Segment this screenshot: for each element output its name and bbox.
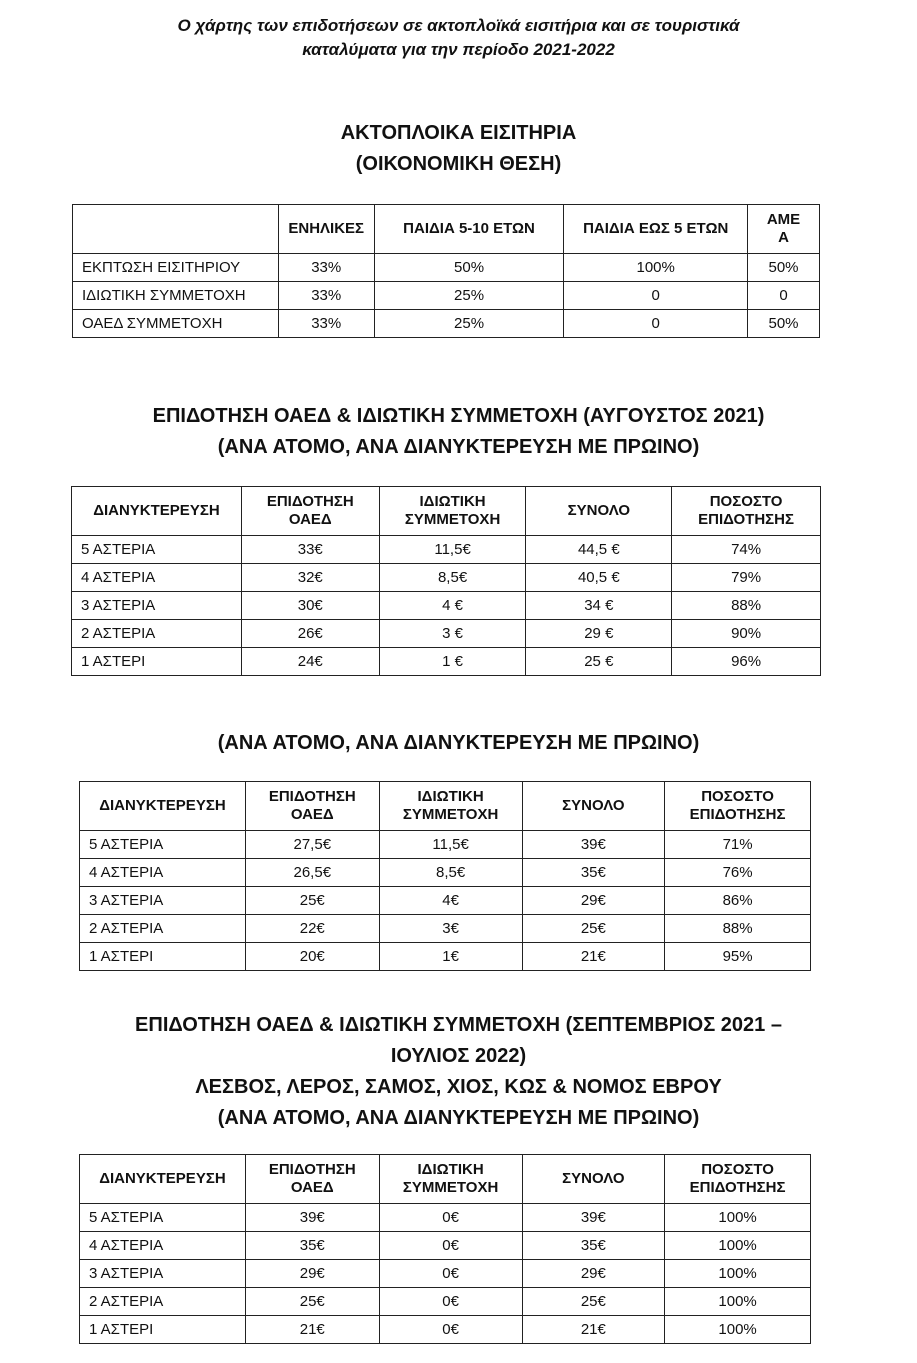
- header-oaed-subsidy: [241, 487, 379, 536]
- row-label: 4 ΑΣΤΕΡΙΑ: [80, 1232, 246, 1260]
- table-cell: 0€: [379, 1232, 522, 1260]
- table-cell: 8,5€: [379, 859, 522, 887]
- table-header-row: [72, 487, 821, 536]
- per-person-heading-line-1: (ΑΝΑ ΑΤΟΜΟ, ΑΝΑ ΔΙΑΝΥΚΤΕΡΕΥΣΗ ΜΕ ΠΡΩΙΝΟ): [217, 732, 700, 754]
- header-subsidy-percentage: [672, 487, 821, 536]
- per-person-heading: [0, 728, 917, 759]
- header-subsidy-percentage: [665, 1155, 811, 1204]
- header-overnight: ΔΙΑΝΥΚΤΕΡΕΥΣΗ: [80, 782, 246, 831]
- table-cell: 86%: [665, 887, 811, 915]
- header-overnight: ΔΙΑΝΥΚΤΕΡΕΥΣΗ: [80, 1155, 246, 1204]
- header-children-5-10: ΠΑΙΔΙΑ 5-10 ΕΤΩΝ: [374, 205, 564, 254]
- table-row: [73, 282, 820, 310]
- table-cell: 4€: [379, 887, 522, 915]
- row-label: 3 ΑΣΤΕΡΙΑ: [80, 887, 246, 915]
- table-cell: 25%: [374, 282, 564, 310]
- row-label: 4 ΑΣΤΕΡΙΑ: [72, 564, 242, 592]
- table-row: [80, 887, 811, 915]
- header-subsidy-percentage: [665, 782, 811, 831]
- table-row: [80, 831, 811, 859]
- header-overnight: ΔΙΑΝΥΚΤΕΡΕΥΣΗ: [72, 487, 242, 536]
- table-header-row: [80, 782, 811, 831]
- table-cell: 3 €: [379, 620, 526, 648]
- table-cell: 100%: [665, 1260, 811, 1288]
- table-row: [80, 1316, 811, 1344]
- table-cell: 33%: [278, 310, 374, 338]
- ferry-tickets-heading-line-2: (ΟΙΚΟΝΟΜΙΚΗ ΘΕΣΗ): [355, 153, 562, 175]
- table-cell: 34 €: [526, 592, 672, 620]
- row-label: 5 ΑΣΤΕΡΙΑ: [80, 831, 246, 859]
- table-cell: 25€: [245, 1288, 379, 1316]
- header-adults: ΕΝΗΛΙΚΕΣ: [278, 205, 374, 254]
- table-cell: 39€: [522, 1204, 665, 1232]
- row-label: 2 ΑΣΤΕΡΙΑ: [80, 915, 246, 943]
- document-title: [0, 14, 917, 62]
- row-label: ΙΔΙΩΤΙΚΗ ΣΥΜΜΕΤΟΧΗ: [73, 282, 279, 310]
- row-label: 2 ΑΣΤΕΡΙΑ: [72, 620, 242, 648]
- header-private-contribution-line-1: ΙΔΙΩΤΙΚΗ: [417, 788, 484, 805]
- table-cell: 4 €: [379, 592, 526, 620]
- table-cell: 32€: [241, 564, 379, 592]
- table-cell: 39€: [245, 1204, 379, 1232]
- table-row: [80, 1232, 811, 1260]
- table-cell: 100%: [665, 1232, 811, 1260]
- document-title-line-1: Ο χάρτης των επιδοτήσεων σε ακτοπλοϊκά εισιτήρια και σε τουριστικά: [177, 16, 740, 35]
- table-cell: 25€: [245, 887, 379, 915]
- table-cell: 0: [564, 282, 748, 310]
- header-oaed-subsidy-line-1: ΕΠΙΔΟΤΗΣΗ: [268, 1161, 356, 1178]
- table-cell: 0: [564, 310, 748, 338]
- table-row: [72, 592, 821, 620]
- table-cell: 0€: [379, 1204, 522, 1232]
- table-cell: 0€: [379, 1260, 522, 1288]
- table-cell: 29€: [245, 1260, 379, 1288]
- table-cell: 33%: [278, 282, 374, 310]
- table-row: [80, 859, 811, 887]
- islands-subsidy-heading-line-4: (ΑΝΑ ΑΤΟΜΟ, ΑΝΑ ΔΙΑΝΥΚΤΕΡΕΥΣΗ ΜΕ ΠΡΩΙΝΟ): [217, 1107, 700, 1129]
- islands-subsidy-heading-line-1: ΕΠΙΔΟΤΗΣΗ ΟΑΕΔ & ΙΔΙΩΤΙΚΗ ΣΥΜΜΕΤΟΧΗ (ΣΕΠΤΕΜΒΡΙΟΣ 2021 –: [135, 1014, 782, 1036]
- header-subsidy-percentage-line-2: ΕΠΙΔΟΤΗΣΗΣ: [689, 806, 786, 823]
- header-empty-cell: [73, 205, 279, 254]
- row-label: ΕΚΠΤΩΣΗ ΕΙΣΙΤΗΡΙΟΥ: [73, 254, 279, 282]
- row-label: 1 ΑΣΤΕΡΙ: [72, 648, 242, 676]
- table-cell: 88%: [672, 592, 821, 620]
- table-cell: 76%: [665, 859, 811, 887]
- table-cell: 33%: [278, 254, 374, 282]
- table-cell: 24€: [241, 648, 379, 676]
- header-oaed-subsidy-line-1: ΕΠΙΔΟΤΗΣΗ: [268, 788, 356, 805]
- table-cell: 21€: [522, 943, 665, 971]
- table-cell: 100%: [665, 1204, 811, 1232]
- header-total: ΣΥΝΟΛΟ: [526, 487, 672, 536]
- header-private-contribution-line-2: ΣΥΜΜΕΤΟΧΗ: [402, 1179, 499, 1196]
- table-cell: 22€: [245, 915, 379, 943]
- table-cell: 79%: [672, 564, 821, 592]
- ferry-tickets-heading-line-1: ΑΚΤΟΠΛΟΙΚΑ ΕΙΣΙΤΗΡΙΑ: [340, 122, 577, 144]
- islands-subsidy-heading: [0, 1010, 917, 1134]
- header-private-contribution-line-2: ΣΥΜΜΕΤΟΧΗ: [402, 806, 499, 823]
- header-subsidy-percentage-line-2: ΕΠΙΔΟΤΗΣΗΣ: [698, 511, 795, 528]
- august-subsidy-heading-line-1: ΕΠΙΔΟΤΗΣΗ ΟΑΕΔ & ΙΔΙΩΤΙΚΗ ΣΥΜΜΕΤΟΧΗ (ΑΥΓΟΥΣΤΟΣ 2021): [152, 405, 765, 427]
- header-children-under-5: ΠΑΙΔΙΑ ΕΩΣ 5 ΕΤΩΝ: [564, 205, 748, 254]
- table-cell: 11,5€: [379, 831, 522, 859]
- islands-subsidy-heading-line-2: ΙΟΥΛΙΟΣ 2022): [390, 1045, 527, 1067]
- header-private-contribution-line-2: ΣΥΜΜΕΤΟΧΗ: [404, 511, 501, 528]
- table-cell: 96%: [672, 648, 821, 676]
- header-oaed-subsidy-line-2: ΟΑΕΔ: [290, 806, 334, 823]
- table-cell: 74%: [672, 536, 821, 564]
- table-row: [72, 648, 821, 676]
- row-label: 5 ΑΣΤΕΡΙΑ: [80, 1204, 246, 1232]
- table-cell: 25€: [522, 915, 665, 943]
- table-cell: 90%: [672, 620, 821, 648]
- table-cell: 88%: [665, 915, 811, 943]
- table-cell: 11,5€: [379, 536, 526, 564]
- table-cell: 29€: [522, 1260, 665, 1288]
- table-cell: 1 €: [379, 648, 526, 676]
- header-disabled: [748, 205, 820, 254]
- document-title-line-2: καταλύματα για την περίοδο 2021-2022: [302, 40, 615, 59]
- header-total: ΣΥΝΟΛΟ: [522, 1155, 665, 1204]
- table-cell: 25%: [374, 310, 564, 338]
- table-cell: 100%: [564, 254, 748, 282]
- table-cell: 40,5 €: [526, 564, 672, 592]
- table-cell: 100%: [665, 1316, 811, 1344]
- table-cell: 95%: [665, 943, 811, 971]
- row-label: ΟΑΕΔ ΣΥΜΜΕΤΟΧΗ: [73, 310, 279, 338]
- table-row: [73, 310, 820, 338]
- header-subsidy-percentage-line-2: ΕΠΙΔΟΤΗΣΗΣ: [689, 1179, 786, 1196]
- header-subsidy-percentage-line-1: ΠΟΣΟΣΤΟ: [701, 788, 774, 805]
- row-label: 1 ΑΣΤΕΡΙ: [80, 943, 246, 971]
- table-cell: 50%: [374, 254, 564, 282]
- table-row: [73, 254, 820, 282]
- table-cell: 20€: [245, 943, 379, 971]
- table-row: [80, 943, 811, 971]
- table-cell: 25€: [522, 1288, 665, 1316]
- table-cell: 21€: [245, 1316, 379, 1344]
- row-label: 5 ΑΣΤΕΡΙΑ: [72, 536, 242, 564]
- table-row: [80, 1260, 811, 1288]
- islands-subsidy-heading-line-3: ΛΕΣΒΟΣ, ΛΕΡΟΣ, ΣΑΜΟΣ, ΧΙΟΣ, ΚΩΣ & ΝΟΜΟΣ ΕΒΡΟΥ: [195, 1076, 722, 1098]
- table-cell: 8,5€: [379, 564, 526, 592]
- table-cell: 29€: [522, 887, 665, 915]
- table-cell: 44,5 €: [526, 536, 672, 564]
- ferry-tickets-table: [72, 204, 820, 338]
- table-cell: 21€: [522, 1316, 665, 1344]
- table-cell: 25 €: [526, 648, 672, 676]
- table-cell: 0€: [379, 1316, 522, 1344]
- header-oaed-subsidy-line-2: ΟΑΕΔ: [290, 1179, 334, 1196]
- table-cell: 50%: [748, 254, 820, 282]
- header-oaed-subsidy-line-1: ΕΠΙΔΟΤΗΣΗ: [266, 493, 354, 510]
- table-row: [72, 620, 821, 648]
- header-oaed-subsidy: [245, 782, 379, 831]
- table-cell: 71%: [665, 831, 811, 859]
- table-row: [80, 915, 811, 943]
- table-cell: 35€: [522, 859, 665, 887]
- header-subsidy-percentage-line-1: ΠΟΣΟΣΤΟ: [701, 1161, 774, 1178]
- table-row: [80, 1288, 811, 1316]
- header-oaed-subsidy-line-2: ΟΑΕΔ: [288, 511, 332, 528]
- row-label: 1 ΑΣΤΕΡΙ: [80, 1316, 246, 1344]
- table-cell: 100%: [665, 1288, 811, 1316]
- august-subsidy-table: [71, 486, 821, 676]
- table-cell: 26€: [241, 620, 379, 648]
- header-private-contribution: [379, 487, 526, 536]
- ferry-tickets-heading: [0, 118, 917, 180]
- islands-subsidy-table: [79, 1154, 811, 1344]
- header-disabled-line-2: Α: [778, 229, 789, 246]
- row-label: 2 ΑΣΤΕΡΙΑ: [80, 1288, 246, 1316]
- header-oaed-subsidy: [245, 1155, 379, 1204]
- header-private-contribution: [379, 1155, 522, 1204]
- table-cell: 27,5€: [245, 831, 379, 859]
- table-header-row: [73, 205, 820, 254]
- table-cell: 30€: [241, 592, 379, 620]
- table-cell: 1€: [379, 943, 522, 971]
- table-cell: 39€: [522, 831, 665, 859]
- row-label: 3 ΑΣΤΕΡΙΑ: [80, 1260, 246, 1288]
- table-cell: 29 €: [526, 620, 672, 648]
- row-label: 3 ΑΣΤΕΡΙΑ: [72, 592, 242, 620]
- august-subsidy-heading: [0, 401, 917, 463]
- header-private-contribution-line-1: ΙΔΙΩΤΙΚΗ: [417, 1161, 484, 1178]
- table-cell: 50%: [748, 310, 820, 338]
- table-cell: 0: [748, 282, 820, 310]
- table-cell: 33€: [241, 536, 379, 564]
- august-subsidy-heading-line-2: (ΑΝΑ ΑΤΟΜΟ, ΑΝΑ ΔΙΑΝΥΚΤΕΡΕΥΣΗ ΜΕ ΠΡΩΙΝΟ): [217, 436, 700, 458]
- table-cell: 0€: [379, 1288, 522, 1316]
- table-header-row: [80, 1155, 811, 1204]
- header-disabled-line-1: ΑΜΕ: [766, 211, 801, 228]
- table-row: [72, 536, 821, 564]
- table-cell: 35€: [522, 1232, 665, 1260]
- table-cell: 3€: [379, 915, 522, 943]
- per-person-subsidy-table: [79, 781, 811, 971]
- table-row: [72, 564, 821, 592]
- table-row: [80, 1204, 811, 1232]
- header-total: ΣΥΝΟΛΟ: [522, 782, 665, 831]
- header-private-contribution: [379, 782, 522, 831]
- header-private-contribution-line-1: ΙΔΙΩΤΙΚΗ: [419, 493, 486, 510]
- header-subsidy-percentage-line-1: ΠΟΣΟΣΤΟ: [709, 493, 783, 510]
- table-cell: 26,5€: [245, 859, 379, 887]
- table-cell: 35€: [245, 1232, 379, 1260]
- row-label: 4 ΑΣΤΕΡΙΑ: [80, 859, 246, 887]
